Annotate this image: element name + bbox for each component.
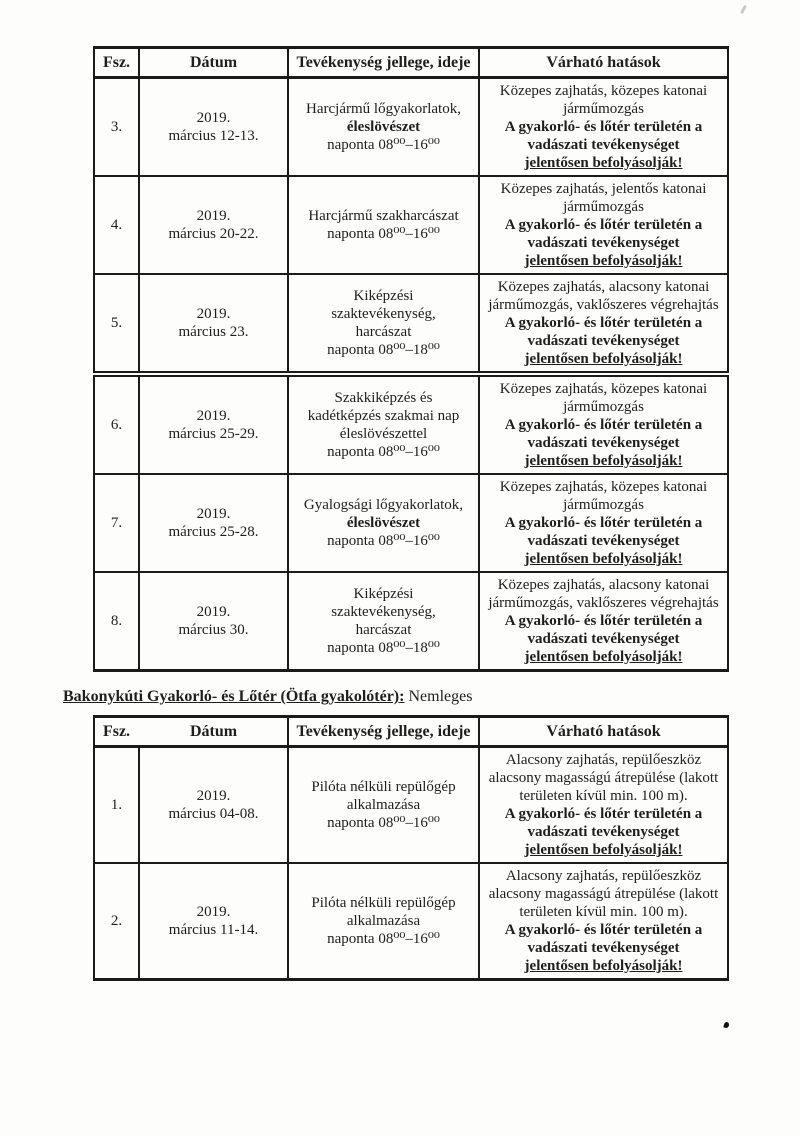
effects-cell [479, 274, 728, 374]
cell-line: 2. [110, 913, 123, 929]
scan-artifact-dot [723, 1021, 729, 1028]
effects-cell [479, 863, 728, 980]
cell-line: 3. [110, 119, 123, 135]
section-heading-value: Nemleges [408, 688, 473, 705]
cell-line: március 23. [178, 324, 249, 340]
cell-line: 5. [110, 315, 123, 331]
header-row [94, 48, 728, 78]
table-row [94, 572, 728, 671]
date-cell [139, 176, 288, 274]
cell-line: alkalmazása [346, 797, 421, 813]
cell-line: Közepes zajhatás, közepes katonai járműmozgás [499, 479, 708, 513]
table-row [94, 474, 728, 572]
cell-line: alkalmazása [346, 913, 421, 929]
cell-line: Alacsony zajhatás, repülőeszköz alacsony magasságú átrepülése (lakott területen kívül min. 100 m). [488, 868, 719, 920]
cell-line: jelentősen befolyásolják! [524, 253, 683, 269]
cell-line: A gyakorló- és lőtér területén a vadászati tevékenységet [504, 613, 703, 647]
cell-line: A gyakorló- és lőtér területén a vadászati tevékenységet [504, 217, 703, 251]
cell-line: Harcjármű lőgyakorlatok, [306, 101, 461, 117]
effects-cell [479, 78, 728, 177]
date-cell [139, 863, 288, 980]
cell-line: Harcjármű szakharcászat [308, 208, 459, 224]
cell-line: A gyakorló- és lőtér területén a vadászati tevékenységet [504, 119, 703, 153]
activity-table-1 [93, 46, 729, 672]
cell-line: naponta 08⁰⁰–16⁰⁰ [327, 931, 440, 947]
cell-line: jelentősen befolyásolják! [524, 649, 683, 665]
row-number-cell [94, 274, 139, 374]
activity-cell [288, 274, 479, 374]
effects-cell [479, 176, 728, 274]
cell-line: naponta 08⁰⁰–18⁰⁰ [327, 640, 440, 656]
effects-cell [479, 474, 728, 572]
cell-line: Közepes zajhatás, alacsony katonai járműmozgás, vaklőszeres végrehajtás [488, 279, 719, 313]
column-header-fsz: Fsz. [94, 717, 139, 747]
date-cell [139, 572, 288, 671]
cell-line: éleslövészet [346, 119, 421, 135]
cell-line: Kiképzési [353, 288, 414, 304]
activity-cell [288, 78, 479, 177]
row-number-cell [94, 176, 139, 274]
table-row [94, 863, 728, 980]
cell-line: 2019. [196, 208, 231, 224]
cell-line: szaktevékenység, [331, 306, 436, 322]
row-number-cell [94, 572, 139, 671]
table-row [94, 747, 728, 864]
cell-line: Közepes zajhatás, alacsony katonai járműmozgás, vaklőszeres végrehajtás [488, 577, 719, 611]
cell-line: A gyakorló- és lőtér területén a vadászati tevékenységet [504, 922, 703, 956]
row-number-cell [94, 747, 139, 864]
activity-cell [288, 572, 479, 671]
cell-line: 8. [110, 613, 123, 629]
cell-line: Szakkiképzés és [334, 390, 433, 406]
row-number-cell [94, 474, 139, 572]
cell-line: 2019. [196, 408, 231, 424]
cell-line: március 25-28. [168, 524, 259, 540]
cell-line: Alacsony zajhatás, repülőeszköz alacsony magasságú átrepülése (lakott területen kívül min. 100 m). [488, 752, 719, 804]
cell-line: Pilóta nélküli repülőgép [311, 779, 456, 795]
table-row [94, 374, 728, 474]
header-row [94, 717, 728, 747]
cell-line: Gyalogsági lőgyakorlatok, [303, 497, 464, 513]
activity-cell [288, 747, 479, 864]
cell-line: 2019. [196, 788, 231, 804]
cell-line: A gyakorló- és lőtér területén a vadászati tevékenységet [504, 515, 703, 549]
column-header-fsz: Fsz. [94, 48, 139, 78]
activity-cell [288, 474, 479, 572]
cell-line: naponta 08⁰⁰–16⁰⁰ [327, 444, 440, 460]
row-number-cell [94, 863, 139, 980]
cell-line: naponta 08⁰⁰–16⁰⁰ [327, 137, 440, 153]
table-row [94, 78, 728, 177]
cell-line: jelentősen befolyásolják! [524, 351, 683, 367]
cell-line: március 30. [178, 622, 249, 638]
cell-line: A gyakorló- és lőtér területén a vadászati tevékenységet [504, 315, 703, 349]
activity-table-2 [93, 715, 729, 981]
column-header-effects: Várható hatások [479, 717, 728, 747]
cell-line: jelentősen befolyásolják! [524, 155, 683, 171]
column-header-datum: Dátum [139, 48, 288, 78]
activity-cell [288, 863, 479, 980]
cell-line: naponta 08⁰⁰–16⁰⁰ [327, 533, 440, 549]
cell-line: jelentősen befolyásolják! [524, 958, 683, 974]
table-row [94, 274, 728, 374]
cell-line: Közepes zajhatás, jelentős katonai járműmozgás [500, 181, 707, 215]
cell-line: március 20-22. [168, 226, 259, 242]
column-header-activity: Tevékenység jellege, ideje [288, 717, 479, 747]
cell-line: naponta 08⁰⁰–18⁰⁰ [327, 342, 440, 358]
cell-line: Pilóta nélküli repülőgép [311, 895, 456, 911]
cell-line: 2019. [196, 110, 231, 126]
activity-cell [288, 374, 479, 474]
cell-line: 2019. [196, 506, 231, 522]
cell-line: március 25-29. [168, 426, 259, 442]
cell-line: március 12-13. [168, 128, 259, 144]
cell-line: március 11-14. [168, 922, 259, 938]
cell-line: jelentősen befolyásolják! [524, 551, 683, 567]
cell-line: naponta 08⁰⁰–16⁰⁰ [327, 226, 440, 242]
column-header-activity: Tevékenység jellege, ideje [288, 48, 479, 78]
cell-line: kadétképzés szakmai nap [307, 408, 460, 424]
cell-line: 4. [110, 217, 123, 233]
cell-line: harcászat [355, 622, 412, 638]
cell-line: 1. [110, 797, 123, 813]
cell-line: Kiképzési [353, 586, 414, 602]
column-header-datum: Dátum [139, 717, 288, 747]
cell-line: 7. [110, 515, 123, 531]
effects-cell [479, 747, 728, 864]
cell-line: jelentősen befolyásolják! [524, 842, 683, 858]
column-header-effects: Várható hatások [479, 48, 728, 78]
cell-line: március 04-08. [168, 806, 259, 822]
row-number-cell [94, 78, 139, 177]
effects-cell [479, 374, 728, 474]
activity-cell [288, 176, 479, 274]
cell-line: 2019. [196, 604, 231, 620]
cell-line: éleslövészet [346, 515, 421, 531]
row-number-cell [94, 374, 139, 474]
cell-line: 6. [110, 417, 123, 433]
cell-line: naponta 08⁰⁰–16⁰⁰ [327, 815, 440, 831]
cell-line: jelentősen befolyásolják! [524, 453, 683, 469]
table-row [94, 176, 728, 274]
cell-line: 2019. [196, 904, 231, 920]
section-heading-title: Bakonykúti Gyakorló- és Lőtér (Ötfa gyakolótér): [63, 688, 405, 705]
cell-line: A gyakorló- és lőtér területén a vadászati tevékenységet [504, 806, 703, 840]
date-cell [139, 274, 288, 374]
cell-line: harcászat [355, 324, 412, 340]
cell-line: A gyakorló- és lőtér területén a vadászati tevékenységet [504, 417, 703, 451]
effects-cell [479, 572, 728, 671]
date-cell [139, 78, 288, 177]
cell-line: Közepes zajhatás, közepes katonai járműmozgás [499, 381, 708, 415]
date-cell [139, 474, 288, 572]
cell-line: szaktevékenység, [331, 604, 436, 620]
date-cell [139, 747, 288, 864]
section-heading [63, 688, 800, 706]
cell-line: éleslövészettel [339, 426, 428, 442]
cell-line: Közepes zajhatás, közepes katonai járműmozgás [499, 83, 708, 117]
cell-line: 2019. [196, 306, 231, 322]
date-cell [139, 374, 288, 474]
